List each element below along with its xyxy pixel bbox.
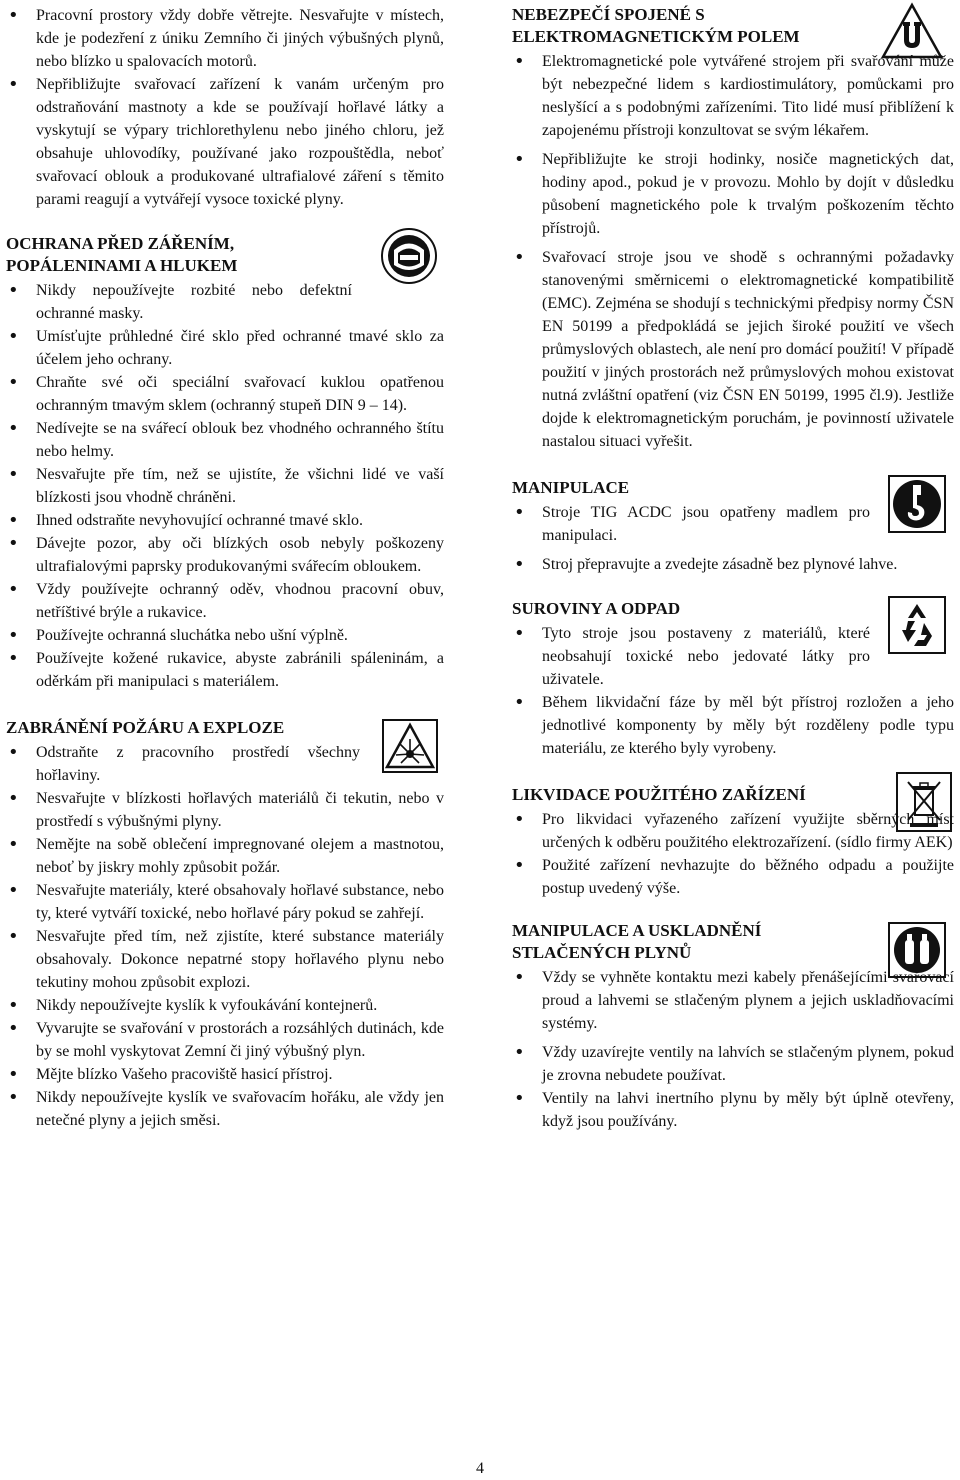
list-item: • Umísťujte průhledné čiré sklo před ochranné tmavé sklo za účelem jeho ochrany. [6,325,444,371]
section-disposal [512,784,954,900]
gas-list [512,966,954,1133]
list-item: • Nesvařujte materiály, které obsahovaly hořlavé substance, nebo ty, které vytváří toxické, nebo hořlavé páry pokud se zahřejí. [6,879,444,925]
list-item: • Svařovací stroje jsou ve shodě s ochrannými požadavky stanovenými směrnicemi o elektromagnetické kompatibilitě (EMC). Zejména se shodují s technickými předpisy normy ČSN EN 50199 a předpokládá se jejich široké použití ve všech průmyslových oblastech, ale není pro domácí použití! V případě použití v jiných prostorách než průmyslových mohou existovat nutná zvláštní opatření (viz ČSN EN 50199, 1995 čl.9). Jestliže dojde k elektromagnetickým poruchám, je povinností uživatele nastalou situaci vyřešit. [512,246,954,453]
section-heading-row [512,4,954,48]
list-item: • Chraňte své oči speciální svařovací kuklou opatřenou ochranným tmavým sklem (ochranný stupeň DIN 9 – 14). [6,371,444,417]
list-item: • Stroj přepravujte a zvedejte zásadně bez plynové lahve. [512,553,954,576]
section-heading: MANIPULACE A USKLADNĚNÍ [512,921,762,940]
section-heading-row [6,717,444,739]
list-item: • Pracovní prostory vždy dobře větrejte. Nesvařujte v místech, kde je podezření z úniku Zemního či jiných výbušných plynů, nebo blízko u spalovacích motorů. [6,4,444,73]
section-heading-row [512,477,954,499]
list-item: • Odstraňte z pracovního prostředí všechny hořlaviny. [6,741,444,787]
section-em [512,4,954,453]
list-item: • Vždy uzavírejte ventily na lahvích se stlačeným plynem, pokud je zrovna nebudete používat. [512,1041,954,1087]
list-item: • Nedívejte se na svářecí oblouk bez vhodného ochranného štítu nebo helmy. [6,417,444,463]
list-item: • Nikdy nepoužívejte rozbité nebo defektní ochranné masky. [6,279,444,325]
list-item: • Mějte blízko Vašeho pracoviště hasicí přístroj. [6,1063,444,1086]
section-heading: MANIPULACE [512,478,630,497]
em-list [512,50,954,453]
section-heading: ZABRÁNĚNÍ POŽÁRU A EXPLOZE [6,718,285,737]
section-gas [512,920,954,1133]
list-item: • Nikdy nepoužívejte kyslík ve svařovacím hořáku, ale vždy jen netečné plyny a jejich směsi. [6,1086,444,1132]
list-item: • Nepřibližujte svařovací zařízení k vanám určeným pro odstraňování mastnoty a kde se používají hořlavé látky a vyskytují se výpary trichlorethylenu nebo jiného chloru, jež obsahuje uhlovodíky, používané jako rozpouštědla, neboť svařovací oblouk a produkované ultrafialové záření s těmito parami reagují a vytvářejí vysoce toxické plyny. [6,73,444,211]
left-column [6,4,444,1132]
waste-list [512,622,954,760]
handling-list [512,501,954,576]
intro-list [6,4,444,211]
list-item: • Nepřibližujte ke stroji hodinky, nosiče magnetických dat, hodiny apod., pokud je v provozu. Mohlo by dojít v důsledku působení magnetického pole k trvalým poškozením těchto přístrojů. [512,148,954,240]
section-heading-row [512,598,954,620]
fire-list [6,741,444,1132]
face-shield-icon [380,227,438,285]
disposal-list [512,808,954,900]
section-heading: LIKVIDACE POUŽITÉHO ZAŘÍZENÍ [512,785,806,804]
list-item: • Nikdy nepoužívejte kyslík k vyfoukávání kontejnerů. [6,994,444,1017]
list-item: • Stroje TIG ACDC jsou opatřeny madlem pro manipulaci. [512,501,954,547]
section-waste [512,598,954,760]
section-fire [6,717,444,1132]
radiation-list [6,279,444,693]
right-column [512,4,954,1133]
list-item: • Ventily na lahvi inertního plynu by měly být úplně otevřeny, když jsou používány. [512,1087,954,1133]
section-heading: ELEKTROMAGNETICKÝM POLEM [512,27,800,46]
section-heading: NEBEZPEČÍ SPOJENÉ S [512,5,705,24]
list-item: • Nemějte na sobě oblečení impregnované olejem a mastnotou, neboť by jiskry mohly způsobit požár. [6,833,444,879]
section-handling [512,477,954,576]
section-heading: SUROVINY A ODPAD [512,599,681,618]
list-item: • Nesvařujte před tím, než zjistíte, které substance materiály obsahovaly. Dokonce nepatrné stopy hořlavého plynu nebo tekutiny mohou způsobit explozi. [6,925,444,994]
section-heading-row [512,920,954,964]
section-heading: OCHRANA PŘED ZÁŘENÍM, [6,234,235,253]
section-radiation [6,233,444,693]
list-item: • Ihned odstraňte nevyhovující ochranné tmavé sklo. [6,509,444,532]
list-item: • Elektromagnetické pole vytvářené strojem při svařování může být nebezpečné lidem s kardiostimulátory, pomůckami pro neslyšící a s podobnými zařízeními. Tito lidé musí přiblížení k zapojenému přístroji konzultovat se svým lékařem. [512,50,954,142]
list-item: • Vždy používejte ochranný oděv, vhodnou pracovní obuv, netříštivé brýle a rukavice. [6,578,444,624]
list-item: • Pro likvidaci vyřazeného zařízení využijte sběrných míst určených k odběru použitého elektrozařízení. (sídlo firmy AEK) [512,808,954,854]
list-item: • Vyvarujte se svařování v prostorách a rozsáhlých dutinách, kde by se mohl vyskytovat Zemní či jiný výbušný plyn. [6,1017,444,1063]
list-item: • Nesvařujte v blízkosti hořlavých materiálů či tekutin, nebo v prostředí s výbušnými plyny. [6,787,444,833]
list-item: • Používejte kožené rukavice, abyste zabránili spáleninám, a oděrkám při manipulaci s materiálem. [6,647,444,693]
list-item: • Nesvařujte pře tím, než se ujistíte, že všichni lidé ve vaší blízkosti jsou vhodně chráněni. [6,463,444,509]
section-heading: POPÁLENINAMI A HLUKEM [6,256,238,275]
list-item: • Použité zařízení nevhazujte do běžného odpadu a použijte postup uvedený výše. [512,854,954,900]
list-item: • Dávejte pozor, aby oči blízkých osob nebyly poškozeny ultrafialovými paprsky produkovanými svářecím obloukem. [6,532,444,578]
list-item: • Vždy se vyhněte kontaktu mezi kabely přenášejícími svařovací proud a lahvemi se stlačeným plynem a jejich uskladňovacími systémy. [512,966,954,1035]
section-heading-row [512,784,954,806]
list-item: • Tyto stroje jsou postaveny z materiálů, které neobsahují toxické nebo jedovaté látky pro uživatele. [512,622,954,691]
page-number: 4 [476,1460,484,1477]
list-item: • Používejte ochranná sluchátka nebo ušní výplně. [6,624,444,647]
list-item: • Během likvidační fáze by měl být přístroj rozložen a jeho jednotlivé komponenty by měly být rozděleny podle typu materiálu, ze kterého byly vyrobeny. [512,691,954,760]
section-heading-row [6,233,444,277]
section-heading: STLAČENÝCH PLYNŮ [512,943,692,962]
